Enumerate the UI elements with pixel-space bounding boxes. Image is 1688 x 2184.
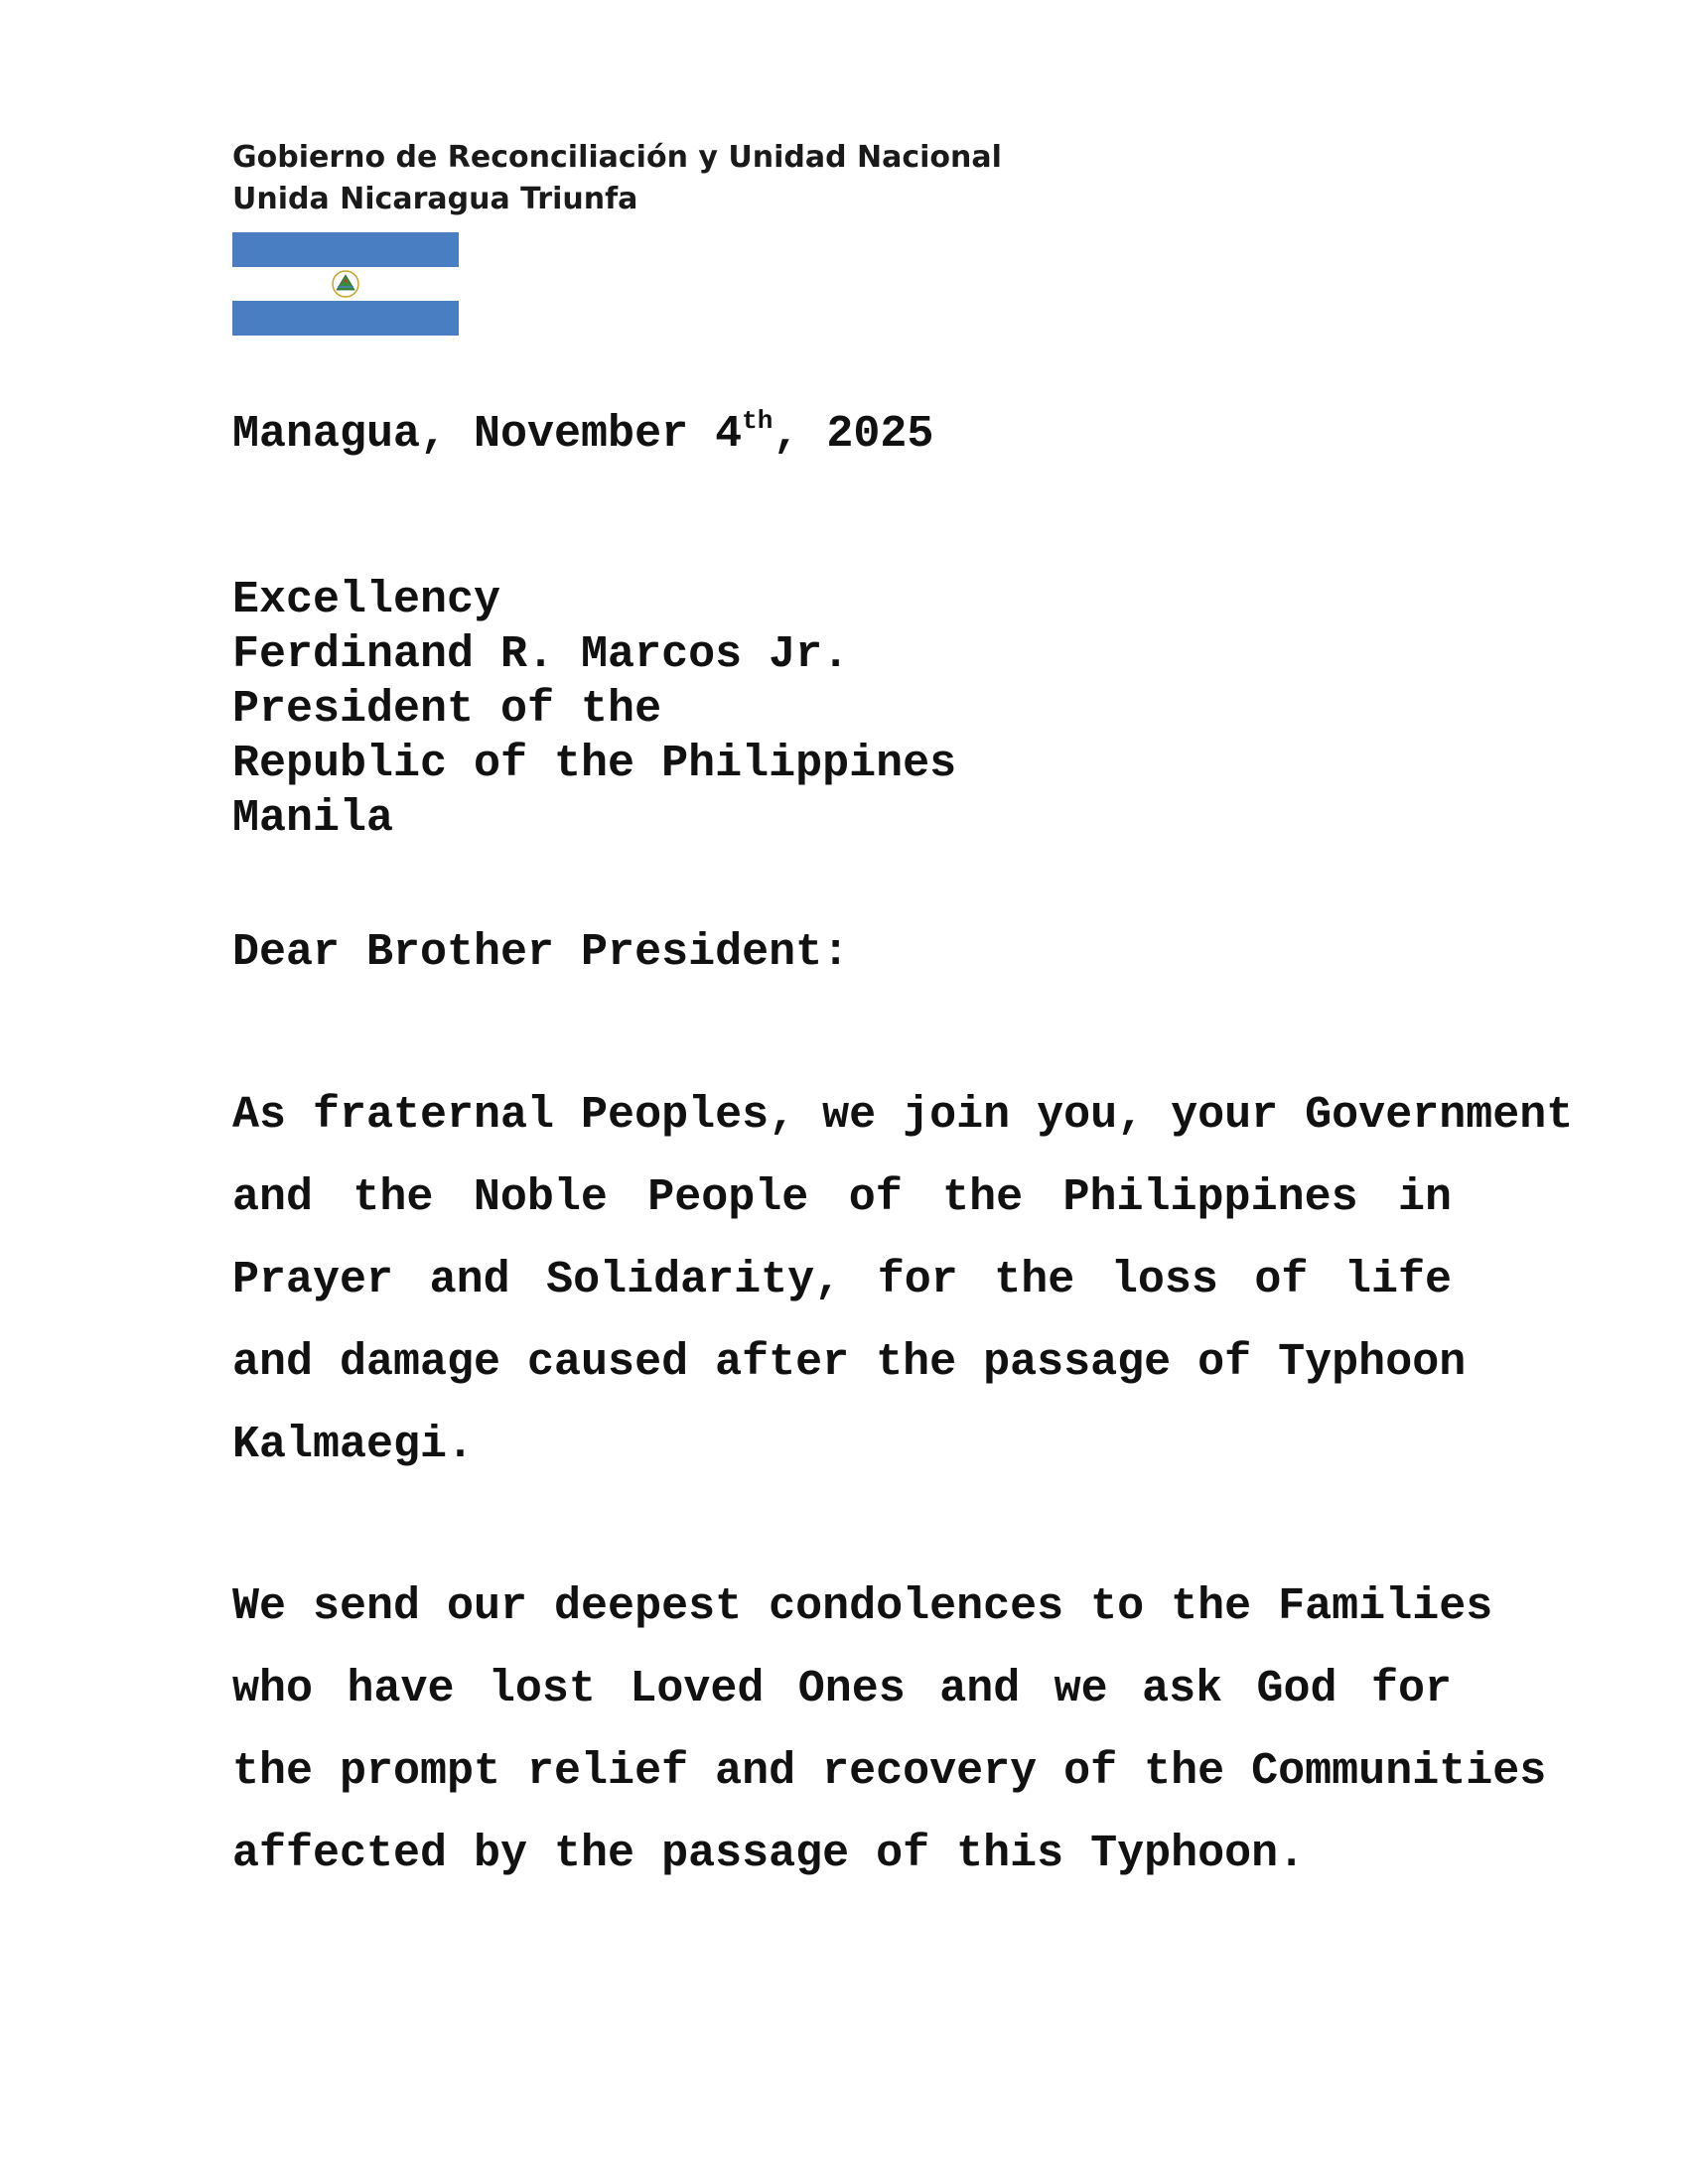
letterhead-government-name: Gobierno de Reconciliación y Unidad Nacional <box>232 140 1002 175</box>
flag-top-stripe <box>232 232 459 267</box>
recipient-line: Manila <box>232 793 394 844</box>
nicaragua-flag <box>232 232 459 336</box>
recipient-line: Ferdinand R. Marcos Jr. <box>232 629 850 680</box>
letterhead-slogan: Unida Nicaragua Triunfa <box>232 182 638 216</box>
recipient-line: President of the <box>232 684 662 735</box>
paragraph-line: who have lost Loved Ones and we ask God for <box>232 1664 1452 1714</box>
paragraph-solidarity <box>232 1074 1574 1486</box>
date-prefix: Managua, November 4 <box>232 409 743 460</box>
letter-date <box>232 407 933 467</box>
flag-bottom-stripe <box>232 301 459 336</box>
date-ordinal-suffix: th <box>742 406 774 436</box>
paragraph-line: affected by the passage of this Typhoon. <box>232 1829 1306 1879</box>
paragraph-line: Prayer and Solidarity, for the loss of life <box>232 1255 1452 1305</box>
date-year: , 2025 <box>773 409 934 460</box>
coat-of-arms-icon <box>328 268 363 300</box>
recipient-line: Republic of the Philippines <box>232 739 957 789</box>
letterhead <box>232 137 1002 220</box>
paragraph-line: the prompt relief and recovery of the Communities <box>232 1746 1547 1797</box>
flag-middle-stripe <box>232 267 459 302</box>
paragraph-line: As fraternal Peoples, we join you, your Government <box>232 1090 1574 1141</box>
paragraph-line: We send our deepest condolences to the Families <box>232 1581 1493 1632</box>
recipient-line: Excellency <box>232 575 501 625</box>
paragraph-line: and the Noble People of the Philippines in <box>232 1172 1452 1223</box>
paragraph-line: Kalmaegi. <box>232 1420 475 1470</box>
paragraph-line: and damage caused after the passage of Typhoon <box>232 1337 1467 1388</box>
recipient-address <box>232 573 956 846</box>
salutation: Dear Brother President: <box>232 927 850 978</box>
paragraph-condolences <box>232 1566 1547 1895</box>
